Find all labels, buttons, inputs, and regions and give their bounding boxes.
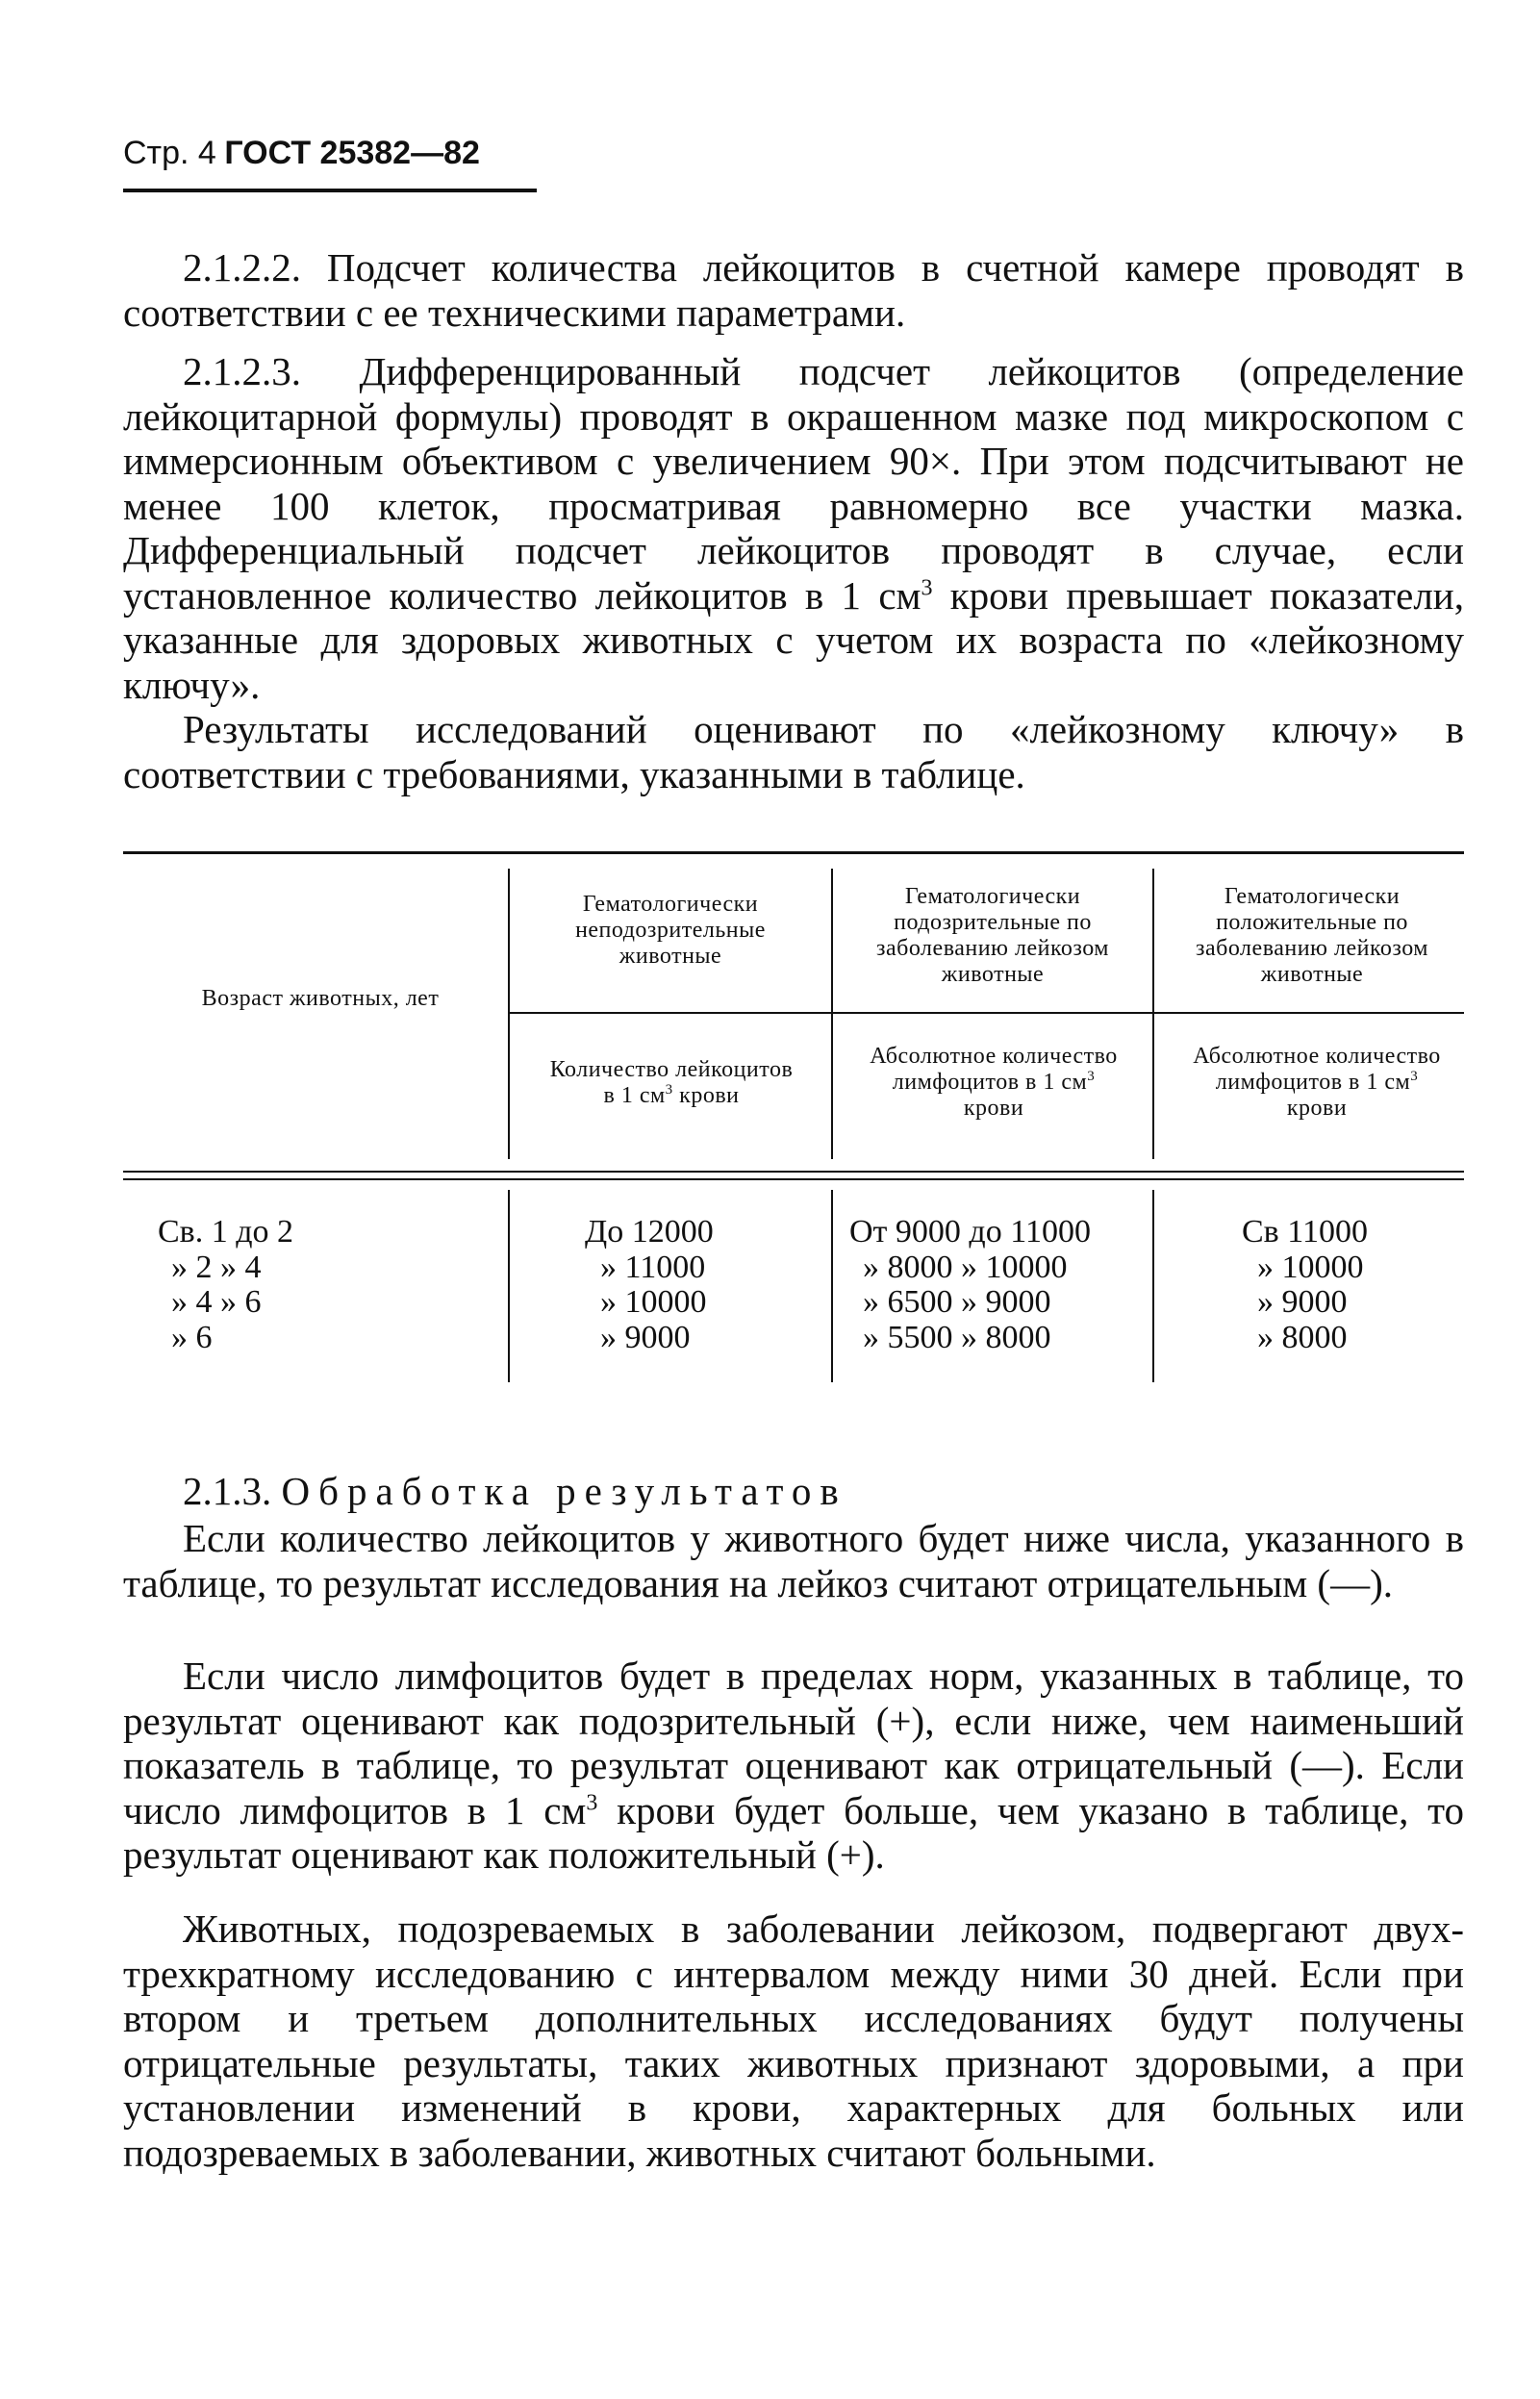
table-vline-3-head: [1152, 869, 1154, 1159]
paragraph-text: Если число лимфоцитов будет в пределах норм, указанных в таблице, то результат оценивают как подозрительный (+), если ниже, чем наименьший показатель в таблице, то результат оценивают как отрицательный (—). Если число лимфоцитов в 1 см: [123, 1654, 1464, 1832]
table-cell-lymphocytes-suspicious: » 8000 » 10000: [863, 1249, 1068, 1285]
section-number: 2.1.3.: [183, 1469, 272, 1513]
page-header: [123, 135, 480, 172]
paragraph-text: 2.1.2.3. Дифференцированный подсчет лейкоцитов (определение лейкоцитарной формулы) проводят в окрашенном мазке под микроскопом с иммерсионным объективом с увеличением 90×. При этом подсчитывают не менее 100 клеток, просматривая равномерно все участки мазка. Дифференциальный подсчет лейкоцитов проводят в случае, если установленное количество лейкоцитов в 1 см: [123, 349, 1464, 618]
table-vline-1-body: [508, 1190, 510, 1382]
superscript: 3: [665, 1082, 673, 1098]
paragraph-lymphocytes: [123, 1654, 1464, 1878]
standard-code: ГОСТ 25382—82: [224, 135, 480, 171]
table-cell-lymphocytes-suspicious: От 9000 до 11000: [849, 1214, 1091, 1250]
section-title: Обработка результатов: [281, 1469, 847, 1513]
table-vline-2-head: [831, 869, 833, 1159]
header-age: Возраст животных, лет: [201, 986, 440, 1011]
paragraph-negative-result: [123, 1516, 1464, 1605]
paragraph-text: Результаты исследований оценивают по «лейкозному ключу» в соответствии с требованиями, указанными в таблице.: [123, 707, 1464, 796]
table-cell-age: Св. 1 до 2: [158, 1214, 294, 1250]
column-age-values: [158, 1215, 485, 1355]
superscript: 3: [1087, 1069, 1096, 1084]
paragraph-repeat-testing: [123, 1907, 1464, 2175]
paragraph-2-1-2-3: [123, 349, 1464, 707]
table-cell-lymphocytes-positive: » 10000: [1257, 1249, 1364, 1285]
paragraph-2-1-2-2: [123, 245, 1464, 335]
superscript: 3: [586, 1789, 598, 1815]
table-cell-age: » 4 » 6: [171, 1284, 262, 1320]
table-cell-leukocytes: » 11000: [600, 1249, 706, 1285]
paragraph-text: Если количество лейкоцитов у животного будет ниже числа, указанного в таблице, то результат исследования на лейкоз считают отрицательным (—).: [123, 1516, 1464, 1605]
table-cell-lymphocytes-positive: » 9000: [1257, 1284, 1348, 1320]
table-cell-lymphocytes-positive: » 8000: [1257, 1319, 1348, 1355]
subheader-text: Абсолютное количество лимфоцитов в 1 см: [1193, 1044, 1441, 1095]
subheader-text-tail: крови: [963, 1096, 1024, 1121]
leukosis-key-table: [123, 851, 1464, 1390]
paragraph-text-tail: крови превышает показатели, указанные для здоровых животных с учетом их возраста по «лейкозному ключу».: [123, 572, 1464, 707]
subheader-text: Количество лейкоцитов в 1 см: [549, 1057, 794, 1108]
table-header-bottom-rule-1: [123, 1171, 1464, 1173]
table-cell-lymphocytes-suspicious: » 5500 » 8000: [863, 1319, 1051, 1355]
header-positive: Гематологически положительные по заболеванию лейкозом животные: [1196, 884, 1428, 987]
superscript: 3: [1410, 1069, 1419, 1084]
table-vline-2-body: [831, 1190, 833, 1382]
subheader-lymphocytes-suspicious: [870, 1044, 1118, 1122]
paragraph-results: [123, 707, 1464, 796]
table-top-rule: [123, 851, 1464, 854]
section-heading: [123, 1469, 1464, 1514]
subheader-text: Абсолютное количество лимфоцитов в 1 см: [870, 1044, 1118, 1095]
table-cell-leukocytes: До 12000: [585, 1214, 714, 1250]
paragraph-text: Животных, подозреваемых в заболевании лейкозом, подвергают двух-трехкратному исследованию с интервалом между ними 30 дней. Если при втором и третьем дополнительных исследованиях будут получены отрицательные результаты, таких животных признают здоровыми, а при установлении изменений в крови, характерных для больных или подозреваемых в заболевании, животных считают больными.: [123, 1907, 1464, 2175]
table-cell-age: » 2 » 4: [171, 1249, 262, 1285]
paragraph-text: 2.1.2.2. Подсчет количества лейкоцитов в счетной камере проводят в соответствии с ее техническими параметрами.: [123, 245, 1464, 335]
paragraph-text-tail: крови будет больше, чем указано в таблице, то результат оценивают как положительный (+).: [123, 1787, 1464, 1877]
table-cell-lymphocytes-positive: Св 11000: [1242, 1214, 1368, 1250]
header-rule: [123, 189, 537, 192]
table-vline-3-body: [1152, 1190, 1154, 1382]
column-non-suspicious-values: [585, 1215, 825, 1355]
table-header-divider: [510, 1012, 1464, 1014]
superscript: 3: [921, 574, 933, 600]
subheader-leukocytes: [546, 1057, 796, 1109]
subheader-text-tail: крови: [1286, 1096, 1348, 1121]
subheader-lymphocytes-positive: [1193, 1044, 1441, 1122]
table-cell-age: » 6: [171, 1319, 213, 1355]
table-cell-leukocytes: » 10000: [600, 1284, 707, 1320]
column-positive-values: [1242, 1215, 1453, 1355]
table-cell-lymphocytes-suspicious: » 6500 » 9000: [863, 1284, 1051, 1320]
page-number: Стр. 4: [123, 135, 216, 171]
table-vline-1-head: [508, 869, 510, 1159]
subheader-text-tail: крови: [672, 1083, 740, 1108]
column-suspicious-values: [849, 1215, 1148, 1355]
header-suspicious: Гематологически подозрительные по заболеванию лейкозом животные: [876, 884, 1109, 987]
table-cell-leukocytes: » 9000: [600, 1319, 691, 1355]
table-header-bottom-rule-2: [123, 1178, 1464, 1180]
header-non-suspicious: Гематологически неподозрительные животные: [575, 892, 766, 969]
